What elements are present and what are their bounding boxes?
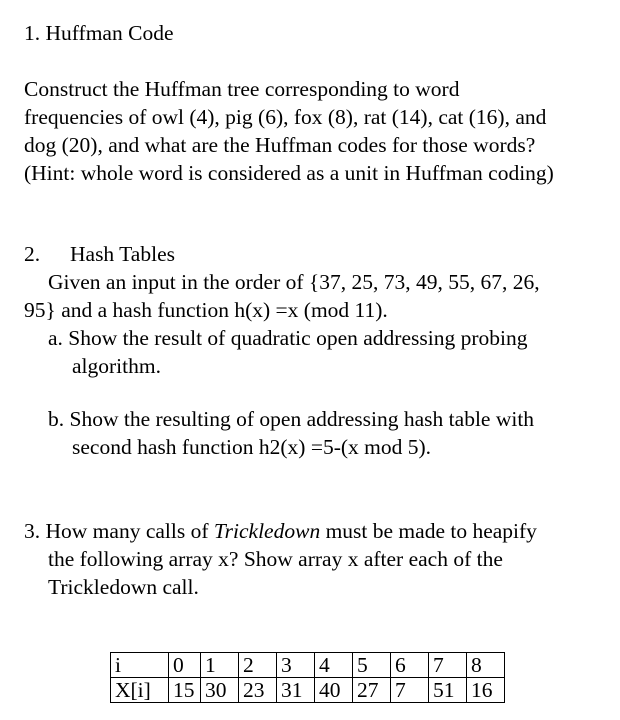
array-table xyxy=(110,652,505,703)
index-cell: 3 xyxy=(277,653,315,678)
q3-line-3: Trickledown call. xyxy=(48,575,199,599)
q3-line-1-prefix: 3. How many calls of xyxy=(24,519,214,543)
value-cell: 40 xyxy=(315,678,353,703)
q2-number: 2. xyxy=(24,242,41,266)
q3-line-1-suffix: must be made to heapify xyxy=(320,519,537,543)
q2-part-a-line-1: a. Show the result of quadratic open addressing probing xyxy=(48,326,528,350)
q3-line-2: the following array x? Show array x after each of the xyxy=(48,547,503,571)
value-cell: 30 xyxy=(201,678,239,703)
index-cell: 8 xyxy=(467,653,505,678)
value-cell: 15 xyxy=(169,678,201,703)
q2-part-a-line-2: algorithm. xyxy=(72,354,161,378)
q3-trickledown-term: Trickledown xyxy=(213,519,321,543)
value-cell: 31 xyxy=(277,678,315,703)
value-row xyxy=(111,678,505,703)
index-cell: 5 xyxy=(353,653,391,678)
q3-line-1 xyxy=(24,517,537,545)
q1-line-3: dog (20), and what are the Huffman codes for those words? xyxy=(24,133,536,157)
value-cell: 7 xyxy=(391,678,429,703)
q1-line-1: Construct the Huffman tree corresponding to word xyxy=(24,77,460,101)
index-cell: 0 xyxy=(169,653,201,678)
index-cell: 1 xyxy=(201,653,239,678)
value-cell: 16 xyxy=(467,678,505,703)
value-cell: 51 xyxy=(429,678,467,703)
value-row-label: X[i] xyxy=(111,678,169,703)
q1-line-2: frequencies of owl (4), pig (6), fox (8), rat (14), cat (16), and xyxy=(24,105,547,129)
q2-intro-line-1: Given an input in the order of {37, 25, 73, 49, 55, 67, 26, xyxy=(48,270,540,294)
q2-part-b-line-1: b. Show the resulting of open addressing hash table with xyxy=(48,407,535,431)
index-cell: 2 xyxy=(239,653,277,678)
index-cell: 7 xyxy=(429,653,467,678)
value-cell: 23 xyxy=(239,678,277,703)
q2-title: Hash Tables xyxy=(70,242,175,266)
index-row-label: i xyxy=(111,653,169,678)
q1-title: 1. Huffman Code xyxy=(24,21,174,45)
value-cell: 27 xyxy=(353,678,391,703)
index-cell: 4 xyxy=(315,653,353,678)
q1-line-4: (Hint: whole word is considered as a unit in Huffman coding) xyxy=(24,161,554,185)
q2-intro-line-2: 95} and a hash function h(x) =x (mod 11). xyxy=(24,298,388,322)
index-cell: 6 xyxy=(391,653,429,678)
index-row xyxy=(111,653,505,678)
q2-heading xyxy=(24,240,175,268)
q2-part-b-line-2: second hash function h2(x) =5-(x mod 5). xyxy=(72,435,432,459)
